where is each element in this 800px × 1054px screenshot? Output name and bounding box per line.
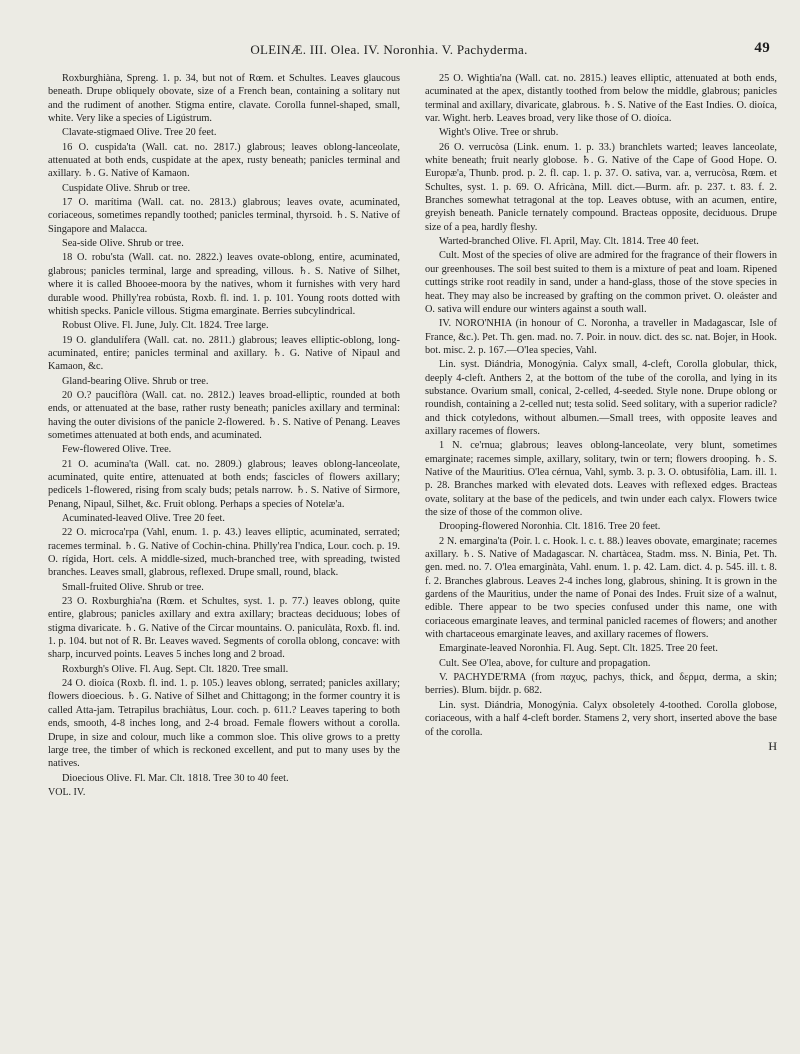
paragraph: 17 O. marítima (Wall. cat. no. 2813.) glabrous; leaves ovate, acuminated, coriaceous, sometimes repandly toothed; panicles terminal, thyrsoid. ♄. S. Native of Singapore and Malacca. [48,197,400,235]
paragraph: 16 O. cuspida'ta (Wall. cat. no. 2817.) glabrous; leaves oblong-lanceolate, attenuated at both ends, cuspidate at the apex, rusty beneath; panicles terminal and axillary. ♄. G. Native of Kamaon. [48,141,400,180]
paragraph: IV. NORO'NHIA (in honour of C. Noronha, a traveller in Madagascar, Isle of France, &c.). Pet. Th. gen. mad. no. 7. Poir. in nouv. dict. des sc. nat. Bojer, in Hook. bot. misc. 2. p. 167.—O'lea species, Vahl. [425,318,777,356]
paragraph: Dioecious Olive. Fl. Mar. Clt. 1818. Tree 30 to 40 feet. [62,772,289,784]
paragraph: Acuminated-leaved Olive. Tree 20 feet. [62,513,225,524]
paragraph: 22 O. microca'rpa (Vahl, enum. 1. p. 43.) leaves elliptic, acuminated, serrated; racemes terminal. ♄. G. Native of Cochin-china. Philly'rea I'ndica, Lour. coch. p. 19. O. rígida, Hort. cels. A middle-sized, much-branched tree, with spreading, twisted branches. Leaves small, glabrous, reflexed. Drupe small, round, black. [48,527,400,579]
paragraph: 1 N. ce'rnua; glabrous; leaves oblong-lanceolate, very blunt, sometimes emarginate; racemes simple, axillary, solitary, twin or tern; flowers drooping. ♄. S. Native of the Mauritius. O'lea cérnua, Vahl, symb. 3. p. 3. O. obtusifòlia, Lam. ill. 1. p. 28. Branches marked with elevated dots. Leaves with reflexed edges. Bracteas ovate, solitary at the base of the pedicels, and twin under each calyx. Flowers twice the size of those of the common olive. [425,440,777,518]
paragraph: 25 O. Wightia'na (Wall. cat. no. 2815.) leaves elliptic, attenuated at both ends, acuminated at the apex, distantly toothed from below the middle, glabrous; panicles terminal and axillary, divaricate, glabrous. ♄. S. Native of the East Indies. O. dioíca, var. Wight. herb. Leaves broad, very like those of O. dioíca. [425,73,777,125]
paragraph: Cuspidate Olive. Shrub or tree. [62,182,191,194]
two-column-body [48,72,778,1037]
paragraph: Few-flowered Olive. Tree. [62,444,172,456]
paragraph: Warted-branched Olive. Fl. April, May. Clt. 1814. Tree 40 feet. [439,236,699,248]
paragraph: 18 O. robu'sta (Wall. cat. no. 2822.) leaves ovate-oblong, entire, acuminated, glabrous; panicles terminal, large and spreading, villous. ♄. S. Native of Silhet, where it is called Bhooee-moora by the natives, whom it furnishes with very hard durable wood. Philly'rea robústa, Roxb. fl. ind. 1. p. 101. Young roots dotted with whitish specks. Panicle villous. Stigma emarginate. Berries subcylindrical. [48,252,400,317]
paragraph: Small-fruited Olive. Shrub or tree. [62,581,204,593]
paragraph: V. PACHYDE'RMA (from παχυς, pachys, thick, and δερμα, derma, a skin; berries). Blum. bijdr. p. 682. [425,672,777,697]
signature-mark: H [768,738,777,753]
right-column [425,72,777,753]
paragraph: 21 O. acumina'ta (Wall. cat. no. 2809.) glabrous; leaves oblong-lanceolate, acuminated, quite entire, attenuated at both ends; fascicles of flowers axillary; pedicels 1-flowered, rising from scaly buds; petals narrow. ♄. S. Native of Sirmore, Penang, Nipaul, Silhet, &c. Fruit oblong. Perhaps a species of Notelæ'a. [48,458,400,510]
paragraph: Lin. syst. Diándria, Monogýnia. Calyx obsoletely 4-toothed. Corolla globose, coriaceous, with a half 4-cleft border. Stamens 2, very short, inserted above the base of the corolla. [425,699,777,738]
paragraph: 24 O. dioíca (Roxb. fl. ind. 1. p. 105.) leaves oblong, serrated; panicles axillary; flowers dioecious. ♄. G. Native of Silhet and Chittagong; in the former country it is called Atta-jam. Tetrapilus brachiàtus, Lour. coch. p. 611.? Leaves tapering to both ends, smooth, 4-8 inches long, and 2-4 broad. Female flowers without a corolla. Drupe, in size and colour, much like a common sloe. This olive grows to a pretty large tree, the timber of which is reckoned excellent, and put to many uses by the natives. [48,678,400,770]
left-footer [48,786,400,799]
paragraph: Robust Olive. Fl. June, July. Clt. 1824. Tree large. [62,320,269,332]
paragraph: 2 N. emargina'ta (Poir. l. c. Hook. l. c. t. 88.) leaves obovate, emarginate; racemes axillary. ♄. S. Native of Madagascar. N. chartàcea, Stadm. mss. N. Bìnia, Pet. Th. gen. med. no. 7. O'lea emarginàta, Vahl. enum. 1. p. 42. Lam. dict. 4. p. 545. ill. t. 8. f. 2. Branches glabrous. Leaves 2-4 inches long, glabrous, shining. It is grown in the gardens of the Mauritius, under the name of Ponai des Indes. Fruit size of a walnut, edible. There appear to be two species confused under this name, one with coriaceous emarginate leaves, and terminal panicled racemes of flowers; and another with chartaceous emarginate leaves, and axillary racemes of flowers. [425,535,777,641]
paragraph: Drooping-flowered Noronhia. Clt. 1816. Tree 20 feet. [439,521,661,533]
paragraph: Wight's Olive. Tree or shrub. [439,127,559,139]
paragraph: Cult. See O'lea, above, for culture and propagation. [439,657,651,669]
paragraph: 20 O.? pauciflòra (Wall. cat. no. 2812.) leaves broad-elliptic, rounded at both ends, or attenuated at the base, rather rusty beneath; panicles axillary and terminal: having the outer divisions of the panicle 2-flowered. ♄. S. Native of Penang. Leaves sometimes attenuated at both ends, and acuminated. [48,389,400,441]
page-number: 49 [754,40,770,56]
paragraph: Cult. Most of the species of olive are admired for the fragrance of their flowers in our greenhouses. The soil best suited to them is a mixture of peat and loam. Ripened cuttings strike root readily in sand, under a hand-glass, those of the stove species in heat. They may also be increased by grafting on the common privet. O. oleáster and O. satìva will endure our winters against a south wall. [425,250,777,315]
left-column [48,72,400,799]
paragraph: Clavate-stigmaed Olive. Tree 20 feet. [62,127,217,139]
paragraph: Gland-bearing Olive. Shrub or tree. [62,375,209,387]
paragraph: Emarginate-leaved Noronhia. Fl. Aug. Sept. Clt. 1825. Tree 20 feet. [439,643,718,655]
paragraph: Roxburghiàna, Spreng. 1. p. 34, but not of Rœm. et Schultes. Leaves glaucous beneath. Drupe obliquely obovate, size of a French bean, containing a solitary nut and the rudiment of another. Stigma entire, clavate. Corolla funnel-shaped, small, white. Very like a species of Ligústrum. [48,73,400,125]
paragraph: Sea-side Olive. Shrub or tree. [62,238,184,250]
running-header [48,40,770,66]
volume-signature: VOL. IV. [48,786,86,798]
paragraph: Lin. syst. Diándria, Monogýnia. Calyx small, 4-cleft, Corolla globular, thick, deeply 4-cleft. Anthers 2, at the bottom of the tube of the corolla, and lying in its substance. Ovarium small, conical, 2-celled, 4-seeded. Style none. Drupe oblong or roundish, containing a 2-celled nut; testa solid. Seed solitary, with a superior radicle? and thick cotyledons, without albumen.—Small trees, with opposite leaves and axillary racemes of flowers. [425,359,777,437]
paragraph: 23 O. Roxburghia'na (Rœm. et Schultes, syst. 1. p. 77.) leaves oblong, quite entire, glabrous; panicles axillary and extra axillary; bracteas deciduous; lobes of stigma divaricate. ♄. G. Native of the Circar mountains. O. paniculàta, Roxb. fl. ind. 1. p. 104. but not of R. Br. Leaves waved. Segments of corolla oblong, concave: with sharp, incurved points. Leaves 5 inches long and 2 broad. [48,596,400,661]
paragraph: Roxburgh's Olive. Fl. Aug. Sept. Clt. 1820. Tree small. [62,663,289,675]
running-title: OLEINÆ. III. Olea. IV. Noronhia. V. Pachyderma. [250,42,528,57]
paragraph: 26 O. verrucòsa (Link. enum. 1. p. 33.) branchlets warted; leaves lanceolate, white beneath; fruit nearly globose. ♄. G. Native of the Cape of Good Hope. O. Europæ'a, Thunb. prod. p. 2. fl. cap. 1. p. 37. O. sativa, var. a, verrucòsa, Rœm. et Schultes, syst. 1. p. 69. O. Africàna, Mill. dict.—Burm. afr. p. 237. t. 83. f. 2. Branches somewhat tetragonal at the top. Leaves obtuse, with an acumen, entire, greyish beneath. Panicle ternately compound. Bracteas opposite, deciduous. Drupe size of a pea, hardly fleshy. [425,141,777,233]
paragraph: 19 O. glandulífera (Wall. cat. no. 2811.) glabrous; leaves elliptic-oblong, long-acuminated, entire; panicles terminal and axillary. ♄. G. Native of Nipaul and Kamaon, &c. [48,334,400,373]
